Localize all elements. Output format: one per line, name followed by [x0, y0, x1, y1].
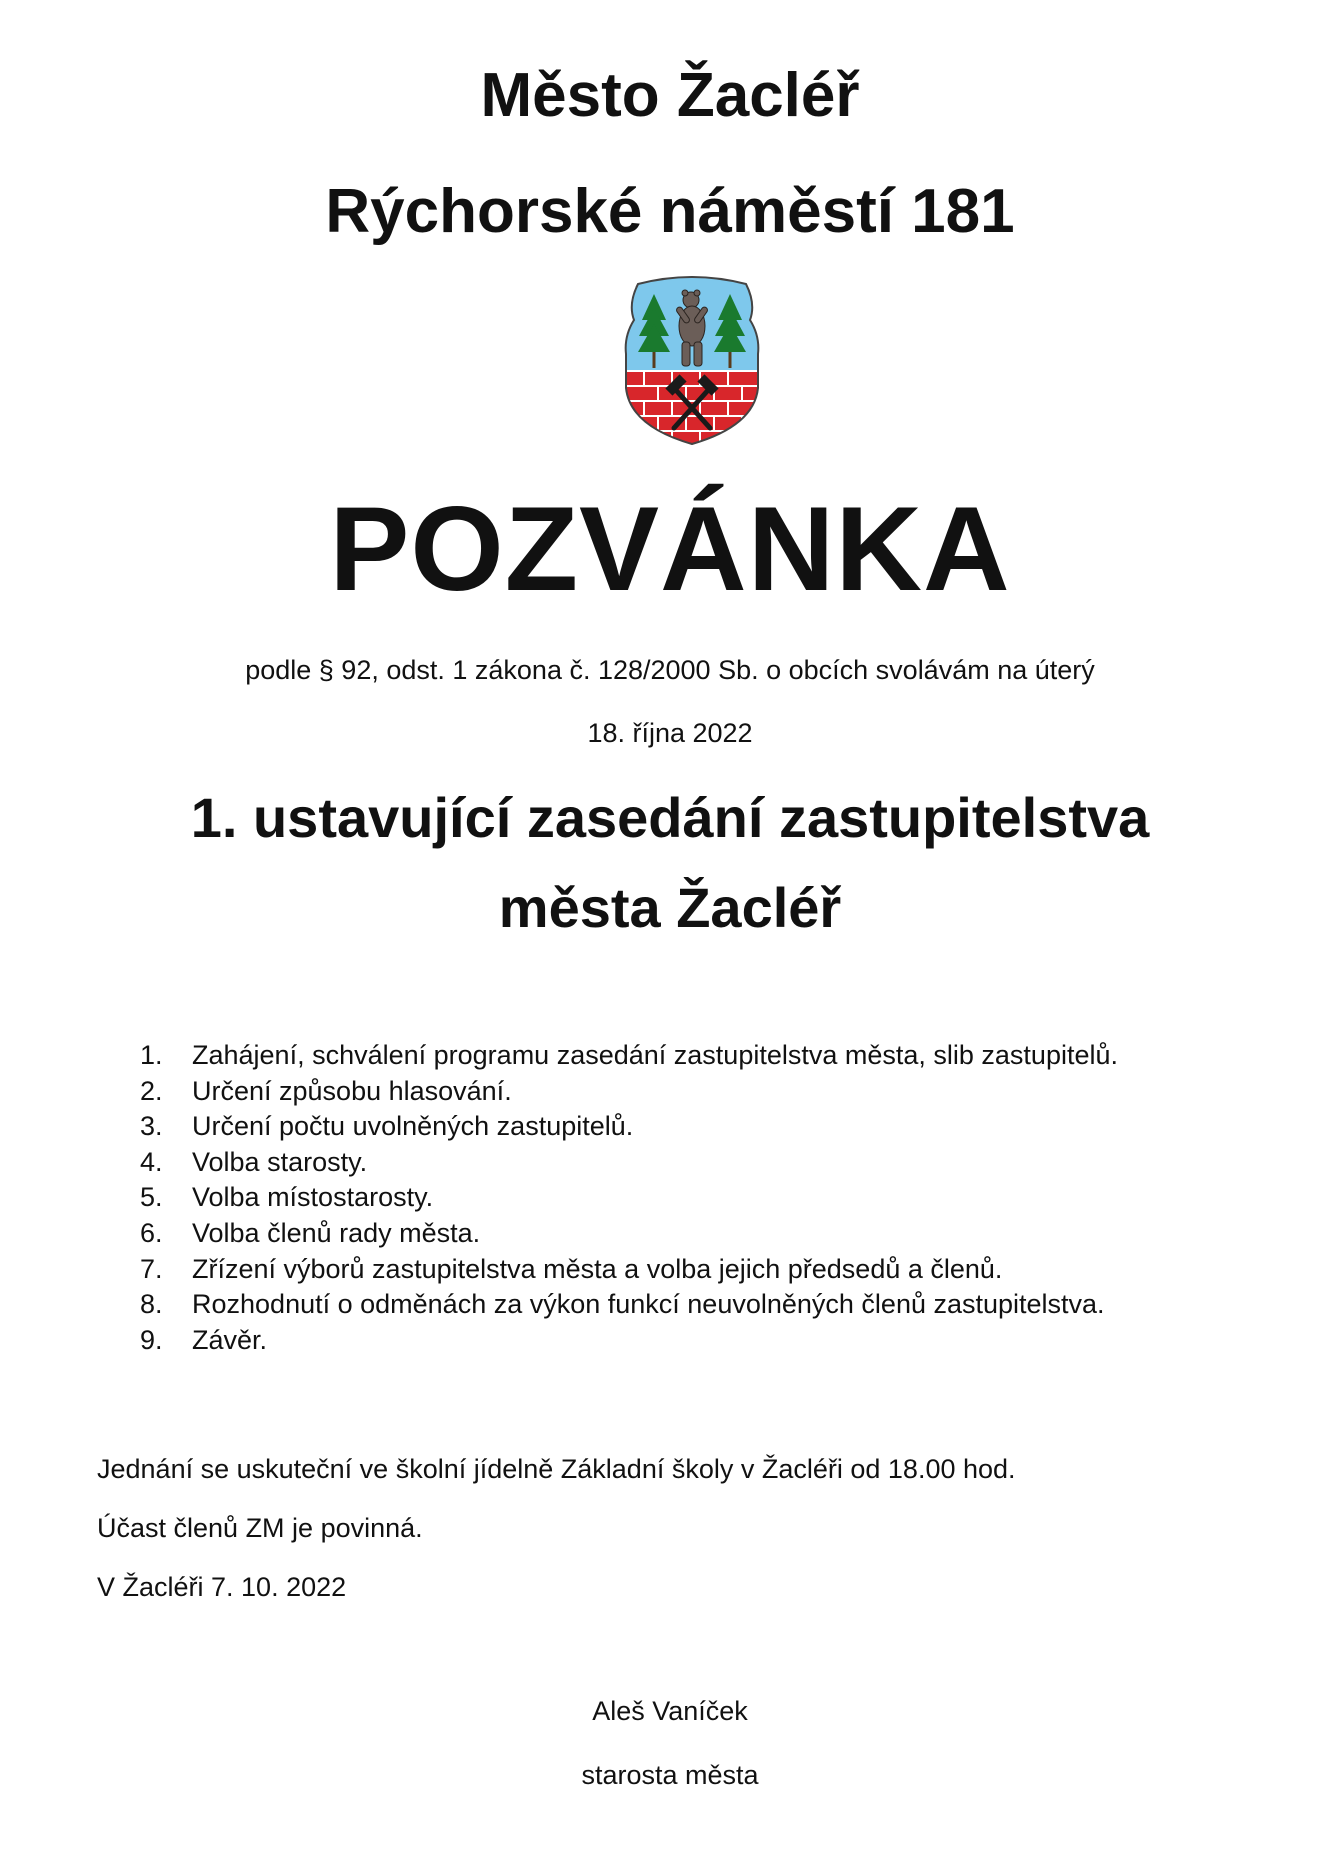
agenda-item-number: 2. [140, 1075, 163, 1106]
document-title: POZVÁNKA [329, 482, 1011, 616]
agenda-item-text: Volba členů rady města. [192, 1217, 481, 1248]
agenda-item [140, 1182, 1240, 1218]
agenda-item-number: 6. [140, 1217, 163, 1248]
agenda-item [140, 1254, 1240, 1290]
meeting-title-line2: města Žacléř [498, 876, 842, 939]
agenda-item-number: 1. [140, 1040, 163, 1070]
agenda-item [140, 1218, 1240, 1254]
attendance-note: Účast členů ZM je povinná. [97, 1513, 423, 1543]
agenda-item-number: 5. [140, 1182, 163, 1213]
agenda-item-text: Určení počtu uvolněných zastupitelů. [192, 1111, 634, 1142]
signer-role: starosta města [581, 1760, 759, 1790]
agenda-item [140, 1111, 1240, 1147]
agenda-list [140, 1040, 1240, 1360]
agenda-item-number: 9. [140, 1324, 163, 1355]
agenda-item-number: 3. [140, 1111, 163, 1142]
town-address: Rýchorské náměstí 181 [325, 177, 1015, 246]
agenda-item-text: Zahájení, schválení programu zasedání zastupitelstva města, slib zastupitelů. [192, 1040, 1118, 1070]
agenda-item-text: Zřízení výborů zastupitelstva města a volba jejich předsedů a členů. [192, 1253, 1003, 1284]
signer-name: Aleš Vaníček [592, 1696, 748, 1726]
meeting-title-line1: 1. ustavující zasedání zastupitelstva [190, 786, 1150, 849]
town-name: Město Žacléř [480, 61, 860, 130]
agenda-item-text: Volba místostarosty. [192, 1182, 434, 1213]
agenda-item-text: Volba starosty. [192, 1146, 368, 1177]
coat-of-arms-icon [624, 276, 760, 448]
agenda-item-text: Rozhodnutí o odměnách za výkon funkcí neuvolněných členů zastupitelstva. [192, 1289, 1105, 1320]
agenda-item-number: 4. [140, 1146, 163, 1177]
venue-note: Jednání se uskuteční ve školní jídelně Základní školy v Žacléři od 18.00 hod. [97, 1454, 1016, 1484]
meeting-date: 18. října 2022 [587, 718, 753, 748]
legal-basis: podle § 92, odst. 1 zákona č. 128/2000 Sb. o obcích svolávám na úterý [245, 655, 1095, 685]
agenda-item-number: 8. [140, 1289, 163, 1320]
agenda-item-text: Určení způsobu hlasování. [192, 1075, 512, 1106]
agenda-item [140, 1076, 1240, 1112]
agenda-item-number: 7. [140, 1253, 163, 1284]
place-and-date: V Žacléři 7. 10. 2022 [97, 1572, 347, 1602]
agenda-item [140, 1040, 1240, 1076]
agenda-item [140, 1147, 1240, 1183]
agenda-item [140, 1289, 1240, 1325]
agenda-item-text: Závěr. [192, 1324, 268, 1355]
agenda-item [140, 1325, 1240, 1361]
